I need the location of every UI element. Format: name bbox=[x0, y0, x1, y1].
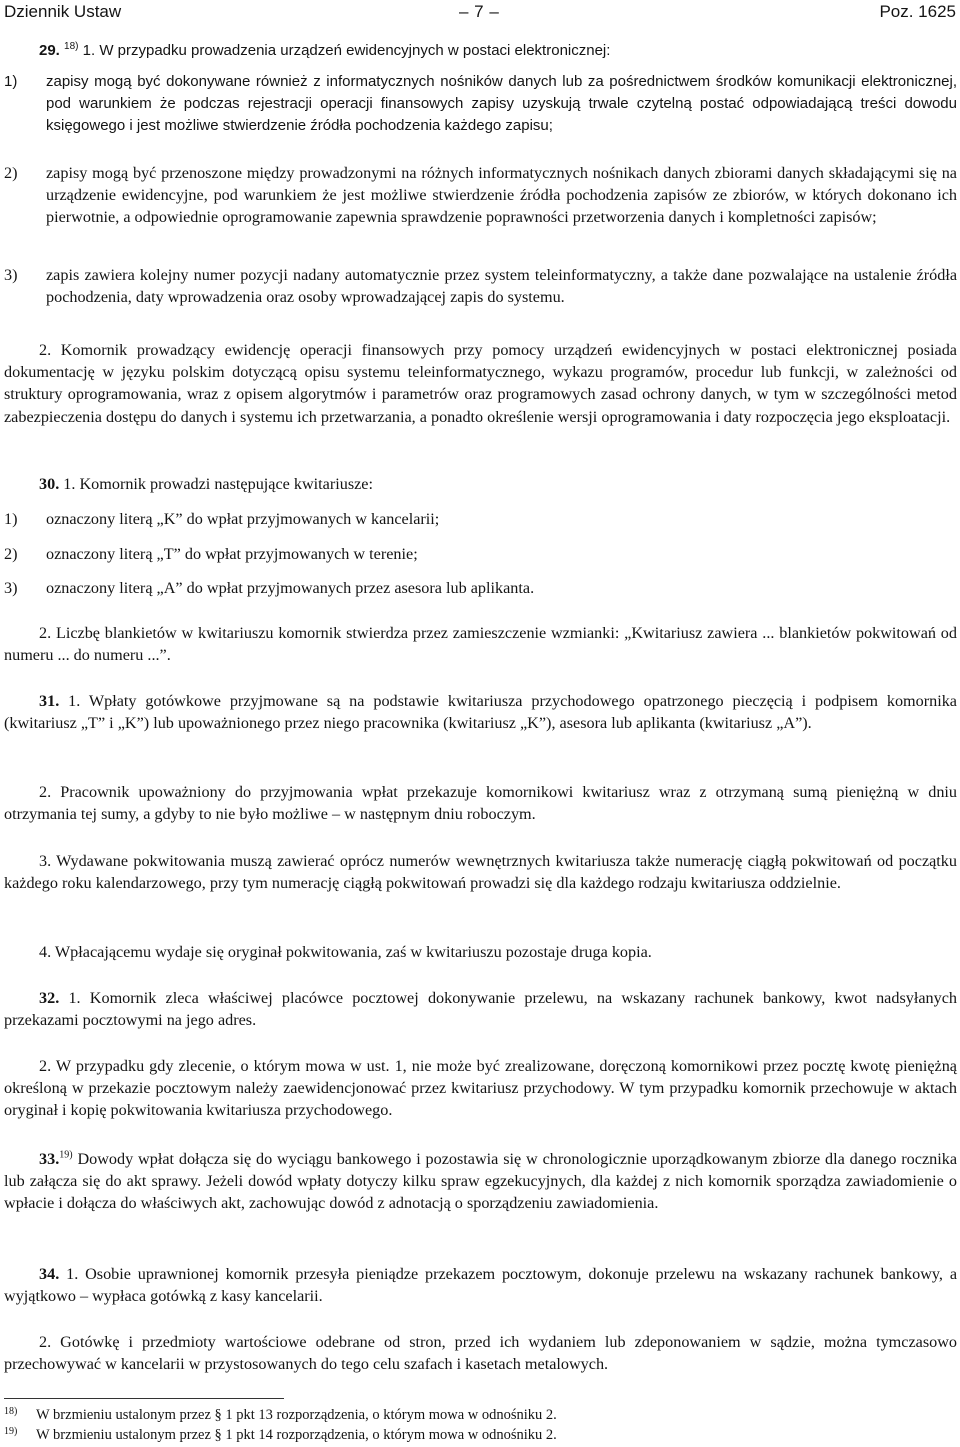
list-item-number: 3) bbox=[4, 579, 18, 597]
list-item-text: zapisy mogą być przenoszone między prowadzonymi na różnych informatycznych nośnikach danych zbiorami danych składającymi się na urządzenie ewidencyjne, pod warunkiem że jest możliwe stwierdzenie źródła pochodzenia zapisów ze zbiorów, w których dokonano ich pierwotnie, a odpowiednie oprogramowanie zapewnia sprawdzenie poprawności przetworzenia danych i kompletności zapisów; bbox=[46, 164, 957, 227]
list-item-number: 1) bbox=[4, 73, 18, 90]
list-item bbox=[4, 162, 957, 229]
position-number: Poz. 1625 bbox=[879, 2, 956, 21]
section-number-33: 33. bbox=[39, 1150, 60, 1168]
list-item-number: 2) bbox=[4, 545, 18, 563]
list-item bbox=[4, 543, 957, 565]
paragraph-30-2 bbox=[4, 622, 957, 666]
footnote-divider bbox=[4, 1398, 284, 1399]
section-33-p1: Dowody wpłat dołącza się do wyciągu bankowego i pozostawia się w chronologicznie uporządkowanym zbiorze dla danego rocznika lub załącza się do akt sprawy. Jeżeli dowód wpłaty dotyczy kilku spraw egzekucyjnych, dla każdej z nich komornik sporządza zawiadomienie o wpłacie i dołącza do właściwych akt, zachowując dowód z adnotacją o sporządzeniu zawiadomienia. bbox=[4, 1150, 958, 1213]
section-number-34: 34. bbox=[39, 1265, 60, 1283]
section-34-p2: 2. Gotówkę i przedmioty wartościowe odebrane od stron, przed ich wydaniem lub zdeponowaniem w sądzie, można tymczasowo przechowywać w kancelarii w przystosowanych do tego celu szafach i kasetach metalowych. bbox=[4, 1333, 957, 1374]
footnote-ref-19: 19) bbox=[59, 1149, 73, 1161]
paragraph-30-lead bbox=[4, 473, 957, 495]
footnote bbox=[4, 1426, 957, 1444]
page-header bbox=[4, 2, 956, 26]
list-item bbox=[4, 264, 957, 308]
list-item-text: oznaczony literą „K” do wpłat przyjmowanych w kancelarii; bbox=[46, 510, 440, 528]
section-number-29: 29. bbox=[39, 42, 60, 59]
paragraph-31-4 bbox=[4, 941, 957, 963]
list-item bbox=[4, 577, 957, 599]
list-item-text: zapisy mogą być dokonywane również z informatycznych nośników danych lub za pośrednictwem środków komunikacji elektronicznej, pod warunkiem że podczas rejestracji operacji finansowych zapisy uzyskują trwale czytelną postać odpowiadającą treści dowodu księgowego i jest możliwe stwierdzenie źródła pochodzenia każdego zapisu; bbox=[46, 73, 957, 135]
list-item-number: 1) bbox=[4, 510, 18, 528]
footnote-text: W brzmieniu ustalonym przez § 1 pkt 13 rozporządzenia, o którym mowa w odnośniku 2. bbox=[36, 1407, 557, 1423]
footnote-mark: 18) bbox=[4, 1406, 18, 1417]
paragraph-31-3 bbox=[4, 850, 957, 894]
paragraph-29-2 bbox=[4, 339, 957, 428]
section-number-30: 30. bbox=[39, 475, 60, 493]
section-29-p1-lead: 1. W przypadku prowadzenia urządzeń ewidencyjnych w postaci elektronicznej: bbox=[82, 42, 611, 59]
journal-title: Dziennik Ustaw bbox=[4, 2, 122, 21]
list-item-number: 2) bbox=[4, 164, 18, 182]
paragraph-32-2 bbox=[4, 1055, 957, 1122]
section-30-p1-lead: 1. Komornik prowadzi następujące kwitariusze: bbox=[63, 475, 373, 493]
section-32-p2: 2. W przypadku gdy zlecenie, o którym mowa w ust. 1, nie może być zrealizowane, doręczoną komornikowi przez pocztę kwotę pieniężną określoną w przekazie pocztowym należy zaewidencjonować przez kwitariusz przychodowy. W tym przypadku komornik przechowuje w aktach oryginał i kopię pokwitowania kwitariusza przychodowego. bbox=[4, 1057, 957, 1120]
paragraph-32-1 bbox=[4, 987, 957, 1031]
list-item-text: oznaczony literą „A” do wpłat przyjmowanych przez asesora lub aplikanta. bbox=[46, 579, 535, 597]
section-32-p1: 1. Komornik zleca właściwej placówce pocztowej dokonywanie przelewu, na wskazany rachunek bankowy, kwot nadsyłanych przekazami pocztowymi na jego adres. bbox=[4, 989, 957, 1030]
page-number: – 7 – bbox=[459, 2, 500, 21]
section-31-p1: 1. Wpłaty gotówkowe przyjmowane są na podstawie kwitariusza przychodowego opatrzonego pieczęcią i podpisem komornika (kwitariusz „T” i „K”) lub upoważnionego przez niego pracownika (kwitariusz „K”), asesora lub aplikanta (kwitariusz „A”). bbox=[4, 692, 957, 733]
section-number-31: 31. bbox=[39, 692, 60, 710]
list-item-text: oznaczony literą „T” do wpłat przyjmowanych w terenie; bbox=[46, 545, 418, 563]
paragraph-31-1 bbox=[4, 690, 957, 734]
section-31-p2: 2. Pracownik upoważniony do przyjmowania wpłat przekazuje komornikowi kwitariusz wraz z otrzymaną sumą pieniężną w dniu otrzymania tej sumy, a gdyby to nie było możliwe – w następnym dniu roboczym. bbox=[4, 783, 957, 824]
list-item-text: zapis zawiera kolejny numer pozycji nadany automatycznie przez system teleinformatyczny, a także dane pozwalające na ustalenie źródła pochodzenia, daty wprowadzenia oraz osoby wprowadzającej zapis do systemu. bbox=[46, 266, 957, 307]
list-item bbox=[4, 508, 957, 530]
footnote-ref-18: 18) bbox=[64, 41, 79, 52]
paragraph-33 bbox=[4, 1148, 957, 1215]
section-number-32: 32. bbox=[39, 989, 60, 1007]
footnote-text: W brzmieniu ustalonym przez § 1 pkt 14 rozporządzenia, o którym mowa w odnośniku 2. bbox=[36, 1427, 557, 1443]
section-34-p1: 1. Osobie uprawnionej komornik przesyła pieniądze przekazem pocztowym, dokonuje przelewu na wskazany rachunek bankowy, a wyjątkowo – wypłaca gotówką z kasy kancelarii. bbox=[4, 1265, 958, 1306]
footnote bbox=[4, 1406, 957, 1424]
section-31-p3: 3. Wydawane pokwitowania muszą zawierać oprócz numerów wewnętrznych kwitariusza także numerację ciągłą pokwitowań od początku każdego roku kalendarzowego, przy tym numerację ciągłą pokwitowań prowadzi się dla każdego rodzaju kwitariusza oddzielnie. bbox=[4, 852, 957, 893]
section-31-p4: 4. Wpłacającemu wydaje się oryginał pokwitowania, zaś w kwitariuszu pozostaje druga kopia. bbox=[39, 943, 652, 961]
paragraph-34-2 bbox=[4, 1331, 957, 1375]
paragraph-34-1 bbox=[4, 1263, 957, 1307]
list-item-number: 3) bbox=[4, 266, 18, 284]
list-item bbox=[4, 71, 957, 138]
section-30-p2: 2. Liczbę blankietów w kwitariuszu komornik stwierdza przez zamieszczenie wzmianki: „Kwitariusz zawiera ... blankietów pokwitowań od numeru ... do numeru ...”. bbox=[4, 624, 957, 665]
section-29-p2: 2. Komornik prowadzący ewidencję operacji finansowych przy pomocy urządzeń ewidencyjnych w postaci elektronicznej posiada dokumentację w języku polskim dotyczącą opisu systemu teleinformatycznego, wykazu programów, procedur lub funkcji, w zależności od struktury oprogramowania, wraz z opisem algorytmów i parametrów oraz programowych zasad ochrony danych, w tym w szczególności metod zabezpieczenia dostępu do danych i systemu ich przetwarzania, a ponadto określenie wersji oprogramowania i daty rozpoczęcia jego eksploatacji. bbox=[4, 341, 957, 426]
paragraph-31-2 bbox=[4, 781, 957, 825]
paragraph-29-lead bbox=[4, 40, 957, 62]
footnote-mark: 19) bbox=[4, 1426, 18, 1437]
